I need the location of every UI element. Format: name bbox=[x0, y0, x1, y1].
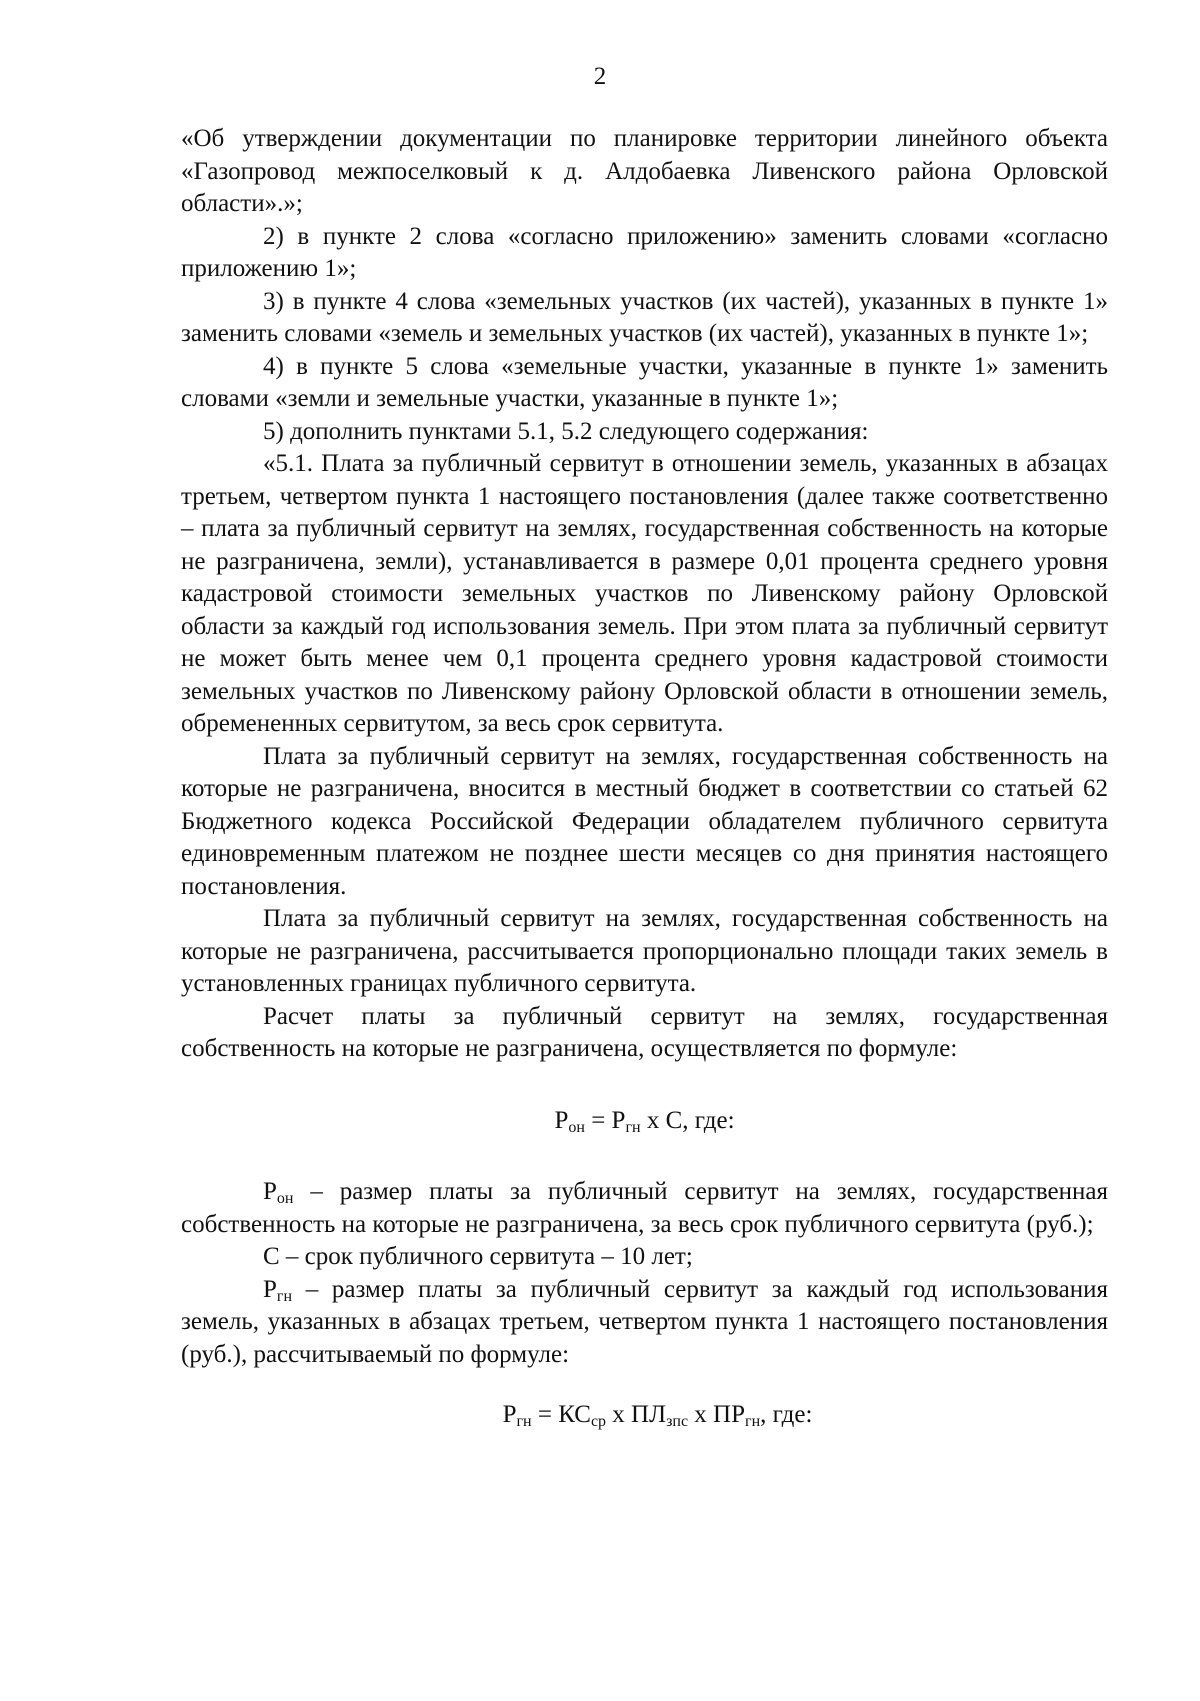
pon-symbol-sub: он bbox=[276, 1190, 294, 1207]
paragraph-term-definition: С – срок публичного сервитута – 10 лет; bbox=[263, 1243, 693, 1270]
paragraph-item-3: 3) в пункте 4 слова «земельных участков (их частей), указанных в пункте 1» заменить словами «земель и земельных участков (их частей), указанных в пункте 1»; bbox=[181, 287, 1108, 347]
formula2-lhs-sub: гн bbox=[516, 1413, 532, 1430]
paragraph-item-2: 2) в пункте 2 слова «согласно приложению» заменить словами «согласно приложению 1»; bbox=[181, 222, 1108, 282]
pgn-symbol: Р bbox=[263, 1275, 277, 1303]
formula2-tail: , где: bbox=[760, 1401, 813, 1428]
paragraph-decree-title: «Об утверждении документации по планировке территории линейного объекта «Газопровод межпоселковый к д. Алдобаевка Ливенского района Орловской области».»; bbox=[181, 125, 1108, 217]
formula2-t2-sub: зпс bbox=[666, 1413, 689, 1430]
document-body bbox=[181, 123, 1108, 1432]
formula-total-payment bbox=[181, 1105, 1108, 1138]
formula2-lhs: Р bbox=[502, 1401, 517, 1428]
formula2-x1: х bbox=[606, 1401, 632, 1428]
paragraph-payment-budget: Плата за публичный сервитут на землях, государственная собственность на которые не разграничена, вносится в местный бюджет в соответствии со статьей 62 Бюджетного кодекса Российской Федерации обладателем публичного сервитута единовременным платежом не позднее шести месяцев со дня принятия настоящего постановления. bbox=[181, 742, 1108, 900]
pon-definition-text: – размер платы за публичный сервитут на землях, государственная собственность на которые не разграничена, за весь срок публичного сервитута (руб.); bbox=[181, 1178, 1108, 1238]
pgn-symbol-sub: гн bbox=[276, 1287, 293, 1305]
paragraph-clause-5-1: «5.1. Плата за публичный сервитут в отношении земель, указанных в абзацах третьем, четвертом пункта 1 настоящего постановления (далее также соответственно – плата за публичный сервитут на землях, государственная собственность на которые не разграничена, земли), устанавливается в размере 0,01 процента среднего уровня кадастровой стоимости земельных участков по Ливенскому району Орловской области за каждый год использования земель. При этом плата за публичный сервитут не может быть менее чем 0,1 процента среднего уровня кадастровой стоимости земельных участков по Ливенскому району Орловской области в отношении земель, обремененных сервитутом, за весь срок сервитута. bbox=[181, 450, 1108, 737]
formula-annual-payment bbox=[181, 1399, 1108, 1432]
formula1-lhs-sub: он bbox=[568, 1118, 585, 1136]
formula2-t2: ПЛ bbox=[631, 1401, 667, 1428]
paragraph-item-5: 5) дополнить пунктами 5.1, 5.2 следующего содержания: bbox=[263, 417, 869, 445]
formula2-x2: х bbox=[688, 1401, 714, 1428]
page-number: 2 bbox=[593, 63, 607, 90]
pgn-definition-text: – размер платы за публичный сервитут за каждый год использования земель, указанных в абзацах третьем, четвертом пункта 1 настоящего постановления (руб.), рассчитываемый по формуле: bbox=[181, 1275, 1108, 1368]
paragraph-item-4: 4) в пункте 5 слова «земельные участки, указанные в пункте 1» заменить словами «земли и земельные участки, указанные в пункте 1»; bbox=[181, 352, 1108, 412]
pon-symbol: Р bbox=[263, 1178, 277, 1205]
formula1-eq: = bbox=[584, 1106, 612, 1134]
paragraph-pgn-definition bbox=[181, 1274, 1108, 1372]
formula2-t1-sub: ср bbox=[590, 1413, 607, 1430]
formula1-r1-sub: гн bbox=[625, 1118, 641, 1136]
paragraph-pon-definition bbox=[181, 1176, 1108, 1241]
formula2-eq: = bbox=[531, 1401, 559, 1428]
paragraph-calculation-intro: Расчет платы за публичный сервитут на землях, государственная собственность на которые не разграничена, осуществляется по формуле: bbox=[181, 1002, 1108, 1062]
formula2-t3: ПР bbox=[713, 1401, 746, 1428]
paragraph-payment-proportional: Плата за публичный сервитут на землях, государственная собственность на которые не разграничена, рассчитывается пропорционально площади таких земель в установленных границах публичного сервитута. bbox=[181, 905, 1108, 997]
formula1-r1: Р bbox=[611, 1106, 626, 1134]
formula1-lhs: Р bbox=[554, 1106, 569, 1134]
formula1-rest: х С, где: bbox=[640, 1106, 735, 1134]
formula2-t1: КС bbox=[558, 1401, 591, 1428]
formula2-t3-sub: гн bbox=[745, 1413, 761, 1430]
